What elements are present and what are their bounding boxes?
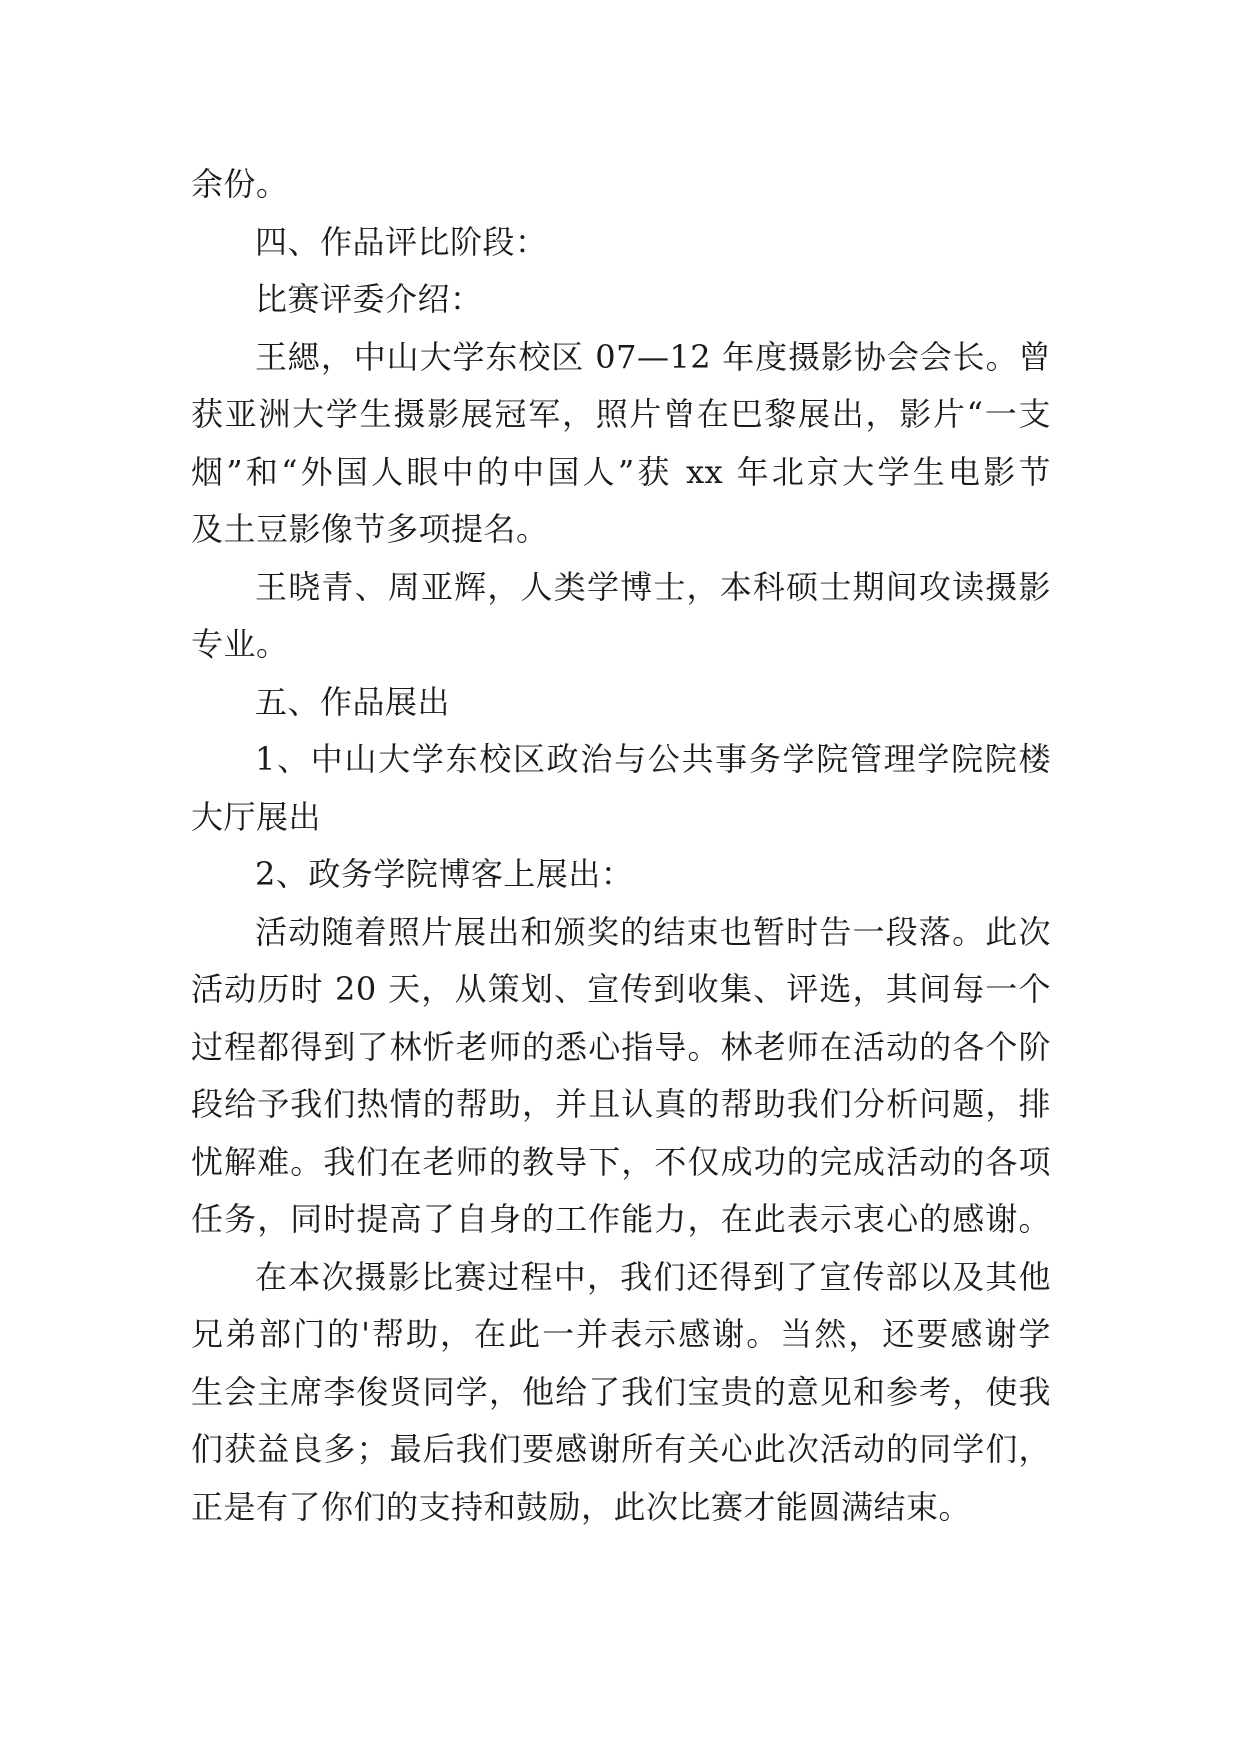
- text-line: 忧解难。我们在老师的教导下，不仅成功的完成活动的各项: [191, 1142, 1051, 1181]
- text-line: 四、作品评比阶段：: [255, 222, 548, 261]
- text-line: 五、作品展出: [255, 682, 451, 721]
- text-line: 烟”和“外国人眼中的中国人”获 xx 年北京大学生电影节: [191, 452, 1051, 491]
- text-line: 王晓青、周亚辉，人类学博士，本科硕士期间攻读摄影: [255, 567, 1051, 606]
- document-body: [191, 156, 1051, 1536]
- text-line: 活动历时 20 天，从策划、宣传到收集、评选，其间每一个: [191, 970, 1051, 1008]
- text-line: 正是有了你们的支持和鼓励，此次比赛才能圆满结束。: [191, 1487, 972, 1526]
- text-line: 兄弟部门的'帮助，在此一并表示感谢。当然，还要感谢学: [191, 1315, 1051, 1353]
- text-line: 王緦，中山大学东校区 07—12 年度摄影协会会长。曾: [255, 337, 1051, 376]
- text-line: 生会主席李俊贤同学，他给了我们宝贵的意见和参考，使我: [191, 1372, 1051, 1411]
- text-line: 过程都得到了林忻老师的悉心指导。林老师在活动的各个阶: [191, 1027, 1051, 1066]
- text-line: 1、中山大学东校区政治与公共事务学院管理学院院楼: [255, 740, 1051, 778]
- text-line: 及土豆影像节多项提名。: [191, 510, 549, 548]
- text-line: 获亚洲大学生摄影展冠军，照片曾在巴黎展出，影片“一支: [191, 395, 1051, 433]
- text-line: 活动随着照片展出和颁奖的结束也暂时告一段落。此次: [255, 912, 1051, 951]
- text-line: 在本次摄影比赛过程中，我们还得到了宣传部以及其他: [255, 1257, 1051, 1296]
- text-line: 任务，同时提高了自身的工作能力，在此表示衷心的感谢。: [191, 1200, 1051, 1238]
- text-line: 比赛评委介绍：: [255, 280, 483, 318]
- text-line: 们获益良多；最后我们要感谢所有关心此次活动的同学们，: [191, 1430, 1051, 1468]
- text-line: 专业。: [191, 625, 289, 663]
- text-line: 大厅展出: [191, 797, 322, 836]
- text-line: 段给予我们热情的帮助，并且认真的帮助我们分析问题，排: [191, 1085, 1051, 1123]
- text-line: 2、政务学院博客上展出：: [255, 855, 634, 893]
- text-line: 余份。: [191, 165, 289, 203]
